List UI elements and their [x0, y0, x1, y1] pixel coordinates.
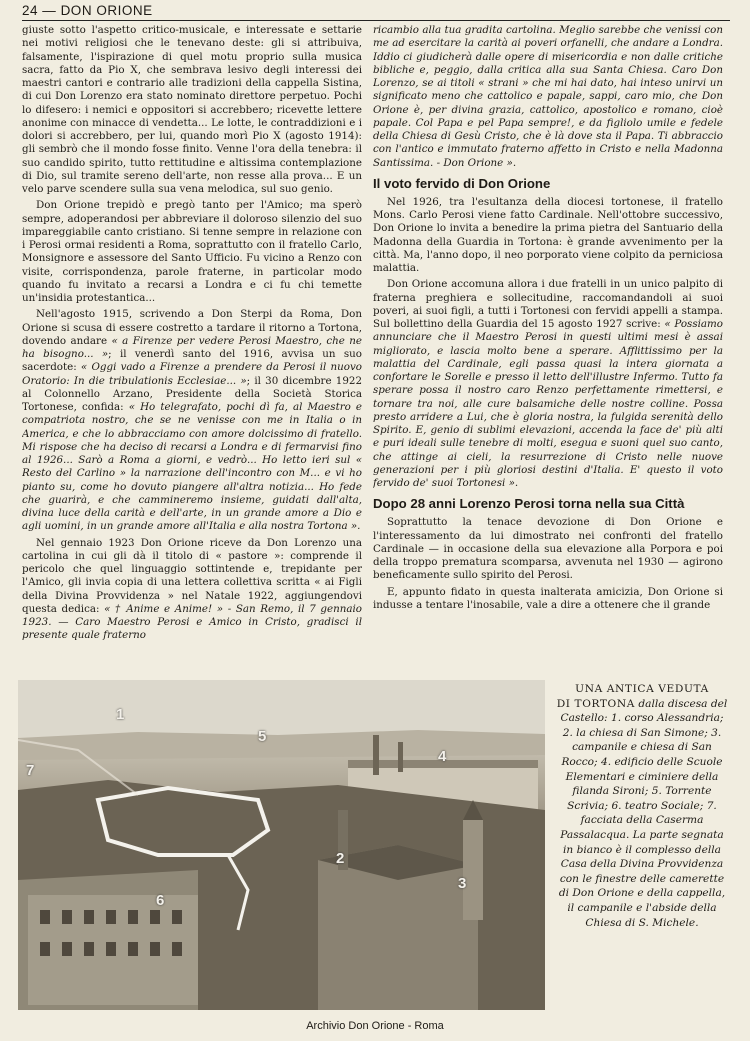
photo-marker-4: 4 [438, 748, 447, 765]
text-run: Nell'agosto 1915, scrivendo a Don Sterpi da Roma, Don Orione si scusa di essere costretto a tardare il ritorno a Tortona, dovendo andare [22, 308, 362, 347]
text-run: Nel gennaio 1923 Don Orione riceve da Don Lorenzo una cartolina in cui gli dà il titolo di « pastore »: comprende il pericolo che quel linguaggio sottintende e, trepidante per l'Amico, gli invia copia di una lettera collettiva scritta « ai Figli della Divina Provvidenza » nel Natale 1922, aggiungendovi questa dedica: [22, 536, 362, 615]
header-dash: — [42, 3, 61, 18]
photo-illustration [18, 680, 545, 1010]
historic-photo [18, 680, 545, 1010]
paragraph: giuste sotto l'aspetto critico-musicale, e interessate e settarie nei motivi religiosi che le tenevano deste: gli si attribuiva, falsamente, l'ispirazione di quel motu proprio sulla musica sacra, fatto da Pio X, che sembrava lesivo degli interessi dei maestri cantori e contrario alle tradizioni della cappella Sistina, di cui Don Lorenzo era stato nominato direttore perpetuo. Pochi lo difesero: i nemici e oppositori si accrebbero; ricevette lettere anonime con minacce di vendetta... Le lotte, le contraddizioni e i dolori si accrebbero, per lui, quando morì Pio X (agosto 1914): gli sembrò che il mondo fosse finito. Venne l'ora della tenebra: il suo candido spirito, tutto rettitudine e altissima contemplazione di Dio, sul tramite sereno dell'arte, non resse alla prova... E un velo parve scendere sulla sua vena melodica, sul suo genio. [22, 24, 362, 195]
photo-marker-6: 6 [156, 892, 165, 909]
quote: « † Anime e Anime! » - San Remo, il 7 gennaio 1923. — Caro Maestro Perosi e Amico in Cristo, gradisci il presente quale fraterno [22, 602, 362, 642]
quote: « a Firenze per vedere Perosi Maestro, che ne ha bisogno... » [22, 334, 362, 360]
photo-marker-5: 5 [258, 728, 267, 745]
paragraph: Don Orione trepidò e pregò tanto per l'Amico; ma sperò sempre, adoperandosi per abbreviare il doloroso silenzio del suo impareggiabile canto cristiano. Si tenne sempre in relazione con i Perosi ormai residenti a Roma, soprattutto con il fratello Carlo, Monsignore e assessore del Santo Ufficio. Fu vicino a Renzo con visite, corrispondenza, parole fraterne, in particolar modo quando fu invitato a recarsi a Londra e ci fu chi temette un'insidia protestantica... [22, 199, 362, 304]
right-column [373, 24, 723, 652]
photo-marker-7: 7 [26, 762, 35, 779]
caption-title: DI TORTONA [556, 697, 635, 710]
quote: « Ho telegrafato, pochi dì fa, al Maestro e compatriota nostro, che se ne venisse con me in Italia o in America, e che lo abbracciamo con amore dolcissimo di fratello. Mi rispose che ha deciso di recarsi a Londra e di fermarvisi fino al 1926... Sarò a Roma a giorni, e vedrò... Ho letto ieri sul « Resto del Carlino » la narrazione dell'incontro con M... e vi ho pianto su, come ho dovuto piangere all'altra notizia... Ho fede che guarirà, e che cammineremo insieme, guidati dall'alta, divina luce della carità e dell'arte, in un grande amore a Dio e agli uomini, in un grande amore all'Italia e alla nostra Tortona ». [22, 401, 362, 533]
paragraph: E, appunto fidato in questa inalterata amicizia, Don Orione si indusse a tentare l'inosabile, vale a dire a ottenere che il grande [373, 585, 723, 611]
photo-marker-2: 2 [336, 850, 345, 867]
section-heading: Il voto fervido di Don Orione [373, 175, 551, 191]
paragraph [22, 537, 362, 643]
archive-footer: Archivio Don Orione - Roma [306, 1020, 444, 1032]
left-column [22, 24, 362, 652]
paragraph [373, 278, 723, 490]
quote: « Oggi vado a Firenze a prendere da Perosi il nuovo Oratorio: In die tribulationis Ecclesiae... » [22, 361, 362, 387]
header-title: DON ORIONE [60, 3, 153, 18]
paragraph: Nel 1926, tra l'esultanza della diocesi tortonese, il fratello Mons. Carlo Perosi viene fatto Cardinale. Nell'ottobre successivo, Don Orione lo invita a benedire la prima pietra del Santuario della Madonna della Guardia in Tortona: è grande avvenimento per la città. Ma, l'anno dopo, il neo porporato viene colpito da perniciosa malattia. [373, 195, 723, 274]
running-header [22, 2, 730, 21]
quote-continuation: ricambio alla tua gradita cartolina. Meglio sarebbe che venissi con me ad esercitare la carità ai poveri orfanelli, che andare a Londra. Iddio ci giudicherà dalle opere di misericordia e non dalle critiche bibliche e, peggio, dalla critica alla sua Santa Chiesa. Caro Don Lorenzo, se ai titoli « strani » che mi hai dato, hai inteso unirvi un significato meno che cattolico e papale, sappi, caro mio, che Don Orione è, per divina grazia, cattolico, apostolico e romano, cioè papale. Col Papa e pel Papa sempre!, e da figliolo umile e fedele della Chiesa di Gesù Cristo, che è là dove sta il Papa. Ti abbraccio con l'antico e immutato fraterno affetto in Cristo e nella Madonna Santissima. - Don Orione ». [373, 24, 723, 169]
paragraph [22, 308, 362, 533]
page-number: 24 [22, 3, 39, 18]
section-heading: Dopo 28 anni Lorenzo Perosi torna nella sua Città [373, 496, 685, 512]
text-run: ; il venerdì santo del 1916, avvisa un suo sacerdote: [22, 348, 362, 374]
quote: « Possiamo annunciare che il Maestro Perosi in questi ultimi mesi è assai migliorato, e lascia molto bene a sperare. Afflittissimo per la malattia del Cardinale, egli passa quasi la intera giornata a confortare le Sorelle e presso il letto dell'illustre Infermo. Tutto fa sperare possa il nostro caro Renzo perfettamente rimettersi, e tornare tra noi, alle cure balsamiche delle nostre colline. Possa presto arridere a Lui, che è gloria nostra, la fulgida serenità dello Spirito. E, genio di sublimi elevazioni, accenda la face de' più alti e puri ideali sulle tenebre di molti, esegua e suoni quel suo canto, che attinge ai cieli, la resurrezione di Cristo nelle nuove generazioni per i più gloriosi destini d'Italia. E' questo il voto fervido de' suoi Tortonesi ». [373, 318, 723, 489]
text-run: ; il 30 dicembre 1922 al Colonnello Arzano, Presidente della Società Storica Tortonese, confida: [22, 374, 362, 413]
caption-title: UNA ANTICA VEDUTA [575, 683, 709, 695]
photo-marker-1: 1 [116, 706, 125, 723]
paragraph: Soprattutto la tenace devozione di Don Orione e l'interessamento da lui dimostrato nei confronti del fratello Cardinale — in occasione della sua elevazione alla Porpora e poi della troppo prematura scomparsa, avvenuta nel 1930 — agirono beneficamente sullo spirito del Perosi. [373, 516, 723, 582]
caption-text: dalla discesa del Castello: 1. corso Alessandria; 2. la chiesa di San Simone; 3. campanile e chiesa di San Rocco; 4. edificio delle Scuole Elementari e ciminiere della filanda Sironi; 5. Torrente Scrivia; 6. teatro Sociale; 7. facciata della Caserma Passalacqua. La parte segnata in bianco è il complesso della Casa della Divina Provvidenza con le finestre delle camerette di Don Orione e della cappella, il campanile e l'abside della Chiesa di S. Michele. [558, 697, 728, 929]
text-run: Don Orione accomuna allora i due fratelli in un unico palpito di fraterna preghiera e sollecitudine, raccomandandoli ai suoi poveri, ai suoi figli, a tutti i Tortonesi con fervidi appelli a stampa. Sul bollettino della Guardia del 15 agosto 1927 scrive: [373, 278, 723, 330]
photo-marker-3: 3 [458, 875, 467, 892]
photo-caption [556, 682, 728, 1012]
